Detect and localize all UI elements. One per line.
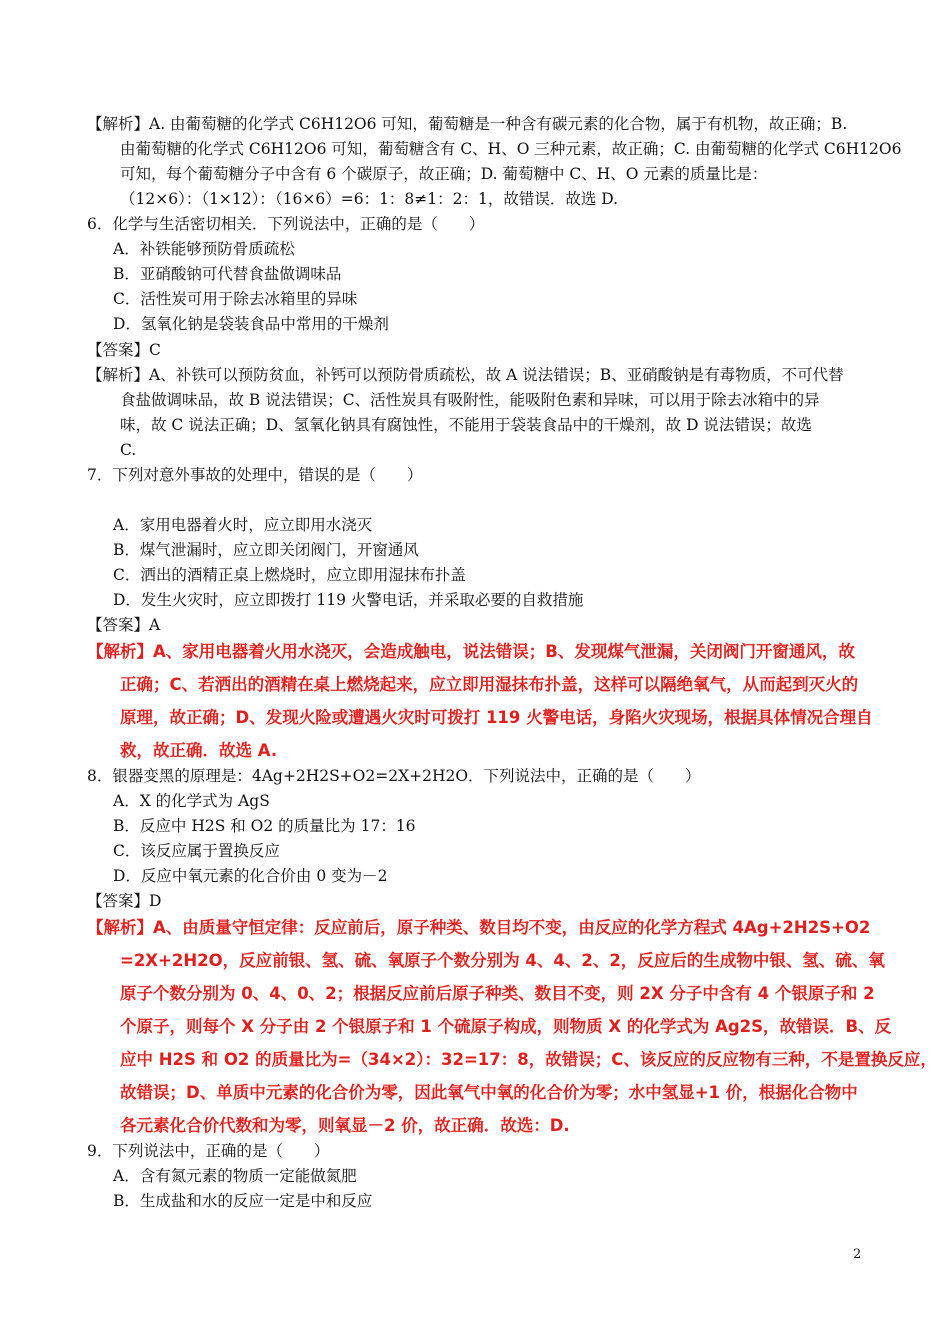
q6-stem: 6．化学与生活密切相关．下列说法中，正确的是（ ） (87, 215, 485, 233)
q6-explain-line: 【解析】A、补铁可以预防贫血，补钙可以预防骨质疏松，故 A 说法错误；B、亚硝酸钠是有毒物质，不可代替 (87, 366, 844, 384)
page-number: 2 (853, 1247, 862, 1262)
q7-explain-line: 救，故正确．故选 A. (120, 741, 278, 760)
q6-option-d: D．氢氧化钠是袋装食品中常用的干燥剂 (113, 315, 389, 333)
q8-explain-line: 各元素化合价代数和为零，则氧显－2 价，故正确．故选：D. (120, 1116, 570, 1135)
q6-answer: 【答案】C (87, 341, 161, 359)
q7-option-c: C．洒出的酒精正桌上燃烧时，应立即用湿抹布扑盖 (113, 566, 466, 584)
q8-explain-line: 故错误；D、单质中元素的化合价为零，因此氧气中氧的化合价为零；水中氢显+1 价，根据化合物中 (120, 1083, 858, 1102)
q6-option-c: C．活性炭可用于除去冰箱里的异味 (113, 290, 358, 308)
q7-explain-line: 正确；C、若洒出的酒精在桌上燃烧起来，应立即用湿抹布扑盖，这样可以隔绝氧气，从而起到灭火的 (120, 675, 859, 694)
q8-option-b: B．反应中 H2S 和 O2 的质量比为 17：16 (113, 817, 416, 835)
q7-explain-line: 原理，故正确；D、发现火险或遭遇火灾时可拨打 119 火警电话，身陷火灾现场，根据具体情况合理自 (120, 708, 873, 727)
q7-answer: 【答案】A (87, 616, 161, 634)
q7-option-d: D．发生火灾时，应立即拨打 119 火警电话，并采取必要的自救措施 (113, 591, 584, 609)
q6-option-b: B．亚硝酸钠可代替食盐做调味品 (113, 265, 342, 283)
q8-option-d: D．反应中氧元素的化合价由 0 变为－2 (113, 867, 388, 885)
q6-option-a: A．补铁能够预防骨质疏松 (113, 240, 295, 258)
q5-explain-line: （12×6）：（1×12）：（16×6）=6：1：8≠1：2：1，故错误．故选 D. (120, 190, 619, 208)
q7-explain-line: 【解析】A、家用电器着火用水浇灭，会造成触电，说法错误；B、发现煤气泄漏，关闭阀门开窗通风，故 (87, 642, 855, 661)
q6-explain-line: C. (120, 441, 137, 459)
q9-option-b: B．生成盐和水的反应一定是中和反应 (113, 1192, 373, 1210)
q5-explain-line: 【解析】A. 由葡萄糖的化学式 C6H12O6 可知，葡萄糖是一种含有碳元素的化合物，属于有机物，故正确；B. (87, 115, 848, 133)
q8-explain-line: 个原子，则每个 X 分子由 2 个银原子和 1 个硫原子构成，则物质 X 的化学式为 Ag2S，故错误．B、反 (120, 1017, 892, 1036)
q8-explain-line: 应中 H2S 和 O2 的质量比为=（34×2）：32=17：8，故错误；C、该反应的反应物有三种，不是置换反应， (120, 1050, 937, 1069)
q8-explain-line: 原子个数分别为 0、4、0、2；根据反应前后原子种类、数目不变，则 2X 分子中含有 4 个银原子和 2 (120, 984, 875, 1003)
q8-stem: 8．银器变黑的原理是：4Ag+2H2S+O2=2X+2H2O．下列说法中，正确的是（ ） (87, 767, 701, 785)
q9-stem: 9．下列说法中，正确的是（ ） (87, 1142, 330, 1160)
q8-option-a: A．X 的化学式为 AgS (113, 792, 270, 810)
q7-option-a: A．家用电器着火时，应立即用水浇灭 (113, 516, 373, 534)
q9-option-a: A．含有氮元素的物质一定能做氮肥 (113, 1167, 357, 1185)
q8-option-c: C．该反应属于置换反应 (113, 842, 280, 860)
q5-explain-line: 可知，每个葡萄糖分子中含有 6 个碳原子，故正确；D. 葡萄糖中 C、H、O 元素的质量比是： (120, 165, 768, 183)
q8-explain-line: 【解析】A、由质量守恒定律：反应前后，原子种类、数目均不变，由反应的化学方程式 4Ag+2H2S+O2 (87, 918, 871, 937)
q6-explain-line: 味，故 C 说法正确；D、氢氧化钠具有腐蚀性，不能用于袋装食品中的干燥剂，故 D 说法错误；故选 (120, 416, 812, 434)
q5-explain-line: 由葡萄糖的化学式 C6H12O6 可知，葡萄糖含有 C、H、O 三种元素，故正确；C. 由葡萄糖的化学式 C6H12O6 (120, 140, 902, 158)
q6-explain-line: 食盐做调味品，故 B 说法错误；C、活性炭具有吸附性，能吸附色素和异味，可以用于除去冰箱中的异 (120, 391, 820, 409)
q8-answer: 【答案】D (87, 892, 162, 910)
q8-explain-line: =2X+2H2O，反应前银、氢、硫、氧原子个数分别为 4、4、2、2，反应后的生成物中银、氢、硫、氧 (120, 951, 885, 970)
q7-stem: 7．下列对意外事故的处理中，错误的是（ ） (87, 466, 423, 484)
q7-option-b: B．煤气泄漏时，应立即关闭阀门，开窗通风 (113, 541, 419, 559)
